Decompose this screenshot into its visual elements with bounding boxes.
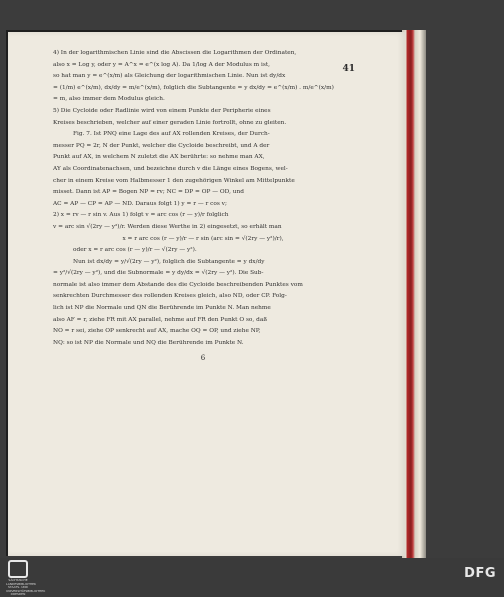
page-number: 41 <box>342 64 355 74</box>
text-line: = m, also immer dem Modulus gleich. <box>53 96 165 103</box>
text-line: Kreises beschrieben, welcher auf einer geraden Linie fortrollt, ohne zu gleiten. <box>53 119 287 126</box>
text-line: AC = AP — CP = AP — ND. Daraus folgt 1) y = r — r cos v; <box>53 200 227 207</box>
text-line: AY als Coordinatenachsen, und bezeichne durch v die Länge eines Bogens, wel- <box>53 165 288 172</box>
equation-line: oder x = r arc cos (r — y)/r — √(2ry — y²). <box>73 247 197 254</box>
footer-bar <box>0 558 504 588</box>
text-line: misset. Dann ist AP = Bogen NP = rv; NC = DP = OP — OD, und <box>53 189 244 196</box>
text-line: 4) In der logarithmischen Linie sind die Abscissen die Logarithmen der Ordinaten, <box>53 50 297 56</box>
text-line: Nun ist dx/dy = y/√(2ry — y²), folglich die Subtangente = y dx/dy <box>73 258 265 265</box>
text-line: = (1/m) e^(x/m), dx/dy = m/e^(x/m), folglich die Subtangente = y dx/dy = e^(x/m) . m/e^(x/m) <box>53 84 334 91</box>
text-line: NQ: so ist NP die Normale und NQ die Berührende im Punkte N. <box>53 339 244 346</box>
text-line: senkrechten Durchmesser des rollenden Kreises gleich, also ND, oder CP. Folg- <box>53 293 287 300</box>
book-edge <box>402 30 426 558</box>
library-logo[interactable] <box>6 560 46 596</box>
page-text <box>53 48 353 365</box>
text-line: messer PQ = 2r, N der Punkt, welcher die Cycloide beschreibt, und A der <box>53 142 270 149</box>
text-line: also AF = r, ziehe FR mit AX parallel, nehme auf FR den Punkt O so, daß <box>53 316 268 323</box>
signature-mark: 6 <box>200 354 206 363</box>
text-line: lich ist NP die Normale und QN die Berührende im Punkte N. Man nehme <box>53 305 271 312</box>
library-logo-caption: SÄCHSISCHE LANDESBIBLIOTHEK STAATS- UND UNIVERSITÄTSBIBLIOTHEK DRESDEN <box>6 578 46 596</box>
library-logo-icon <box>8 560 28 578</box>
equation-line: x = r arc cos (r — y)/r — r sin (arc sin = √(2ry — y²)/r), <box>122 235 284 242</box>
text-line: cher in einem Kreise vom Halbmesser 1 den zugehörigen Winkel am Mittelpunkte <box>53 177 295 184</box>
dfg-logo[interactable]: DFG <box>464 566 496 581</box>
text-line: v = arc sin √(2ry — y²)/r. Werden diese Werthe in 2) eingesetzt, so erhält man <box>53 223 282 230</box>
text-line: NO = r sei, ziehe OP senkrecht auf AX, mache OQ = OP, und ziehe NP, <box>53 328 261 335</box>
text-line: 5) Die Cycloide oder Radlinie wird von einem Punkte der Peripherie eines <box>53 107 271 114</box>
text-line: Punkt auf AX, in welchem N zuletzt die AX berührte: so nehme man AX, <box>53 154 265 161</box>
text-line: = y²/√(2ry — y²), und die Subnormale = y dy/dx = √(2ry — y²). Die Sub- <box>53 270 264 277</box>
text-line: so hat man y = e^(x/m) als Gleichung der logarithmischen Linie. Nun ist dy/dx <box>53 73 286 80</box>
text-line: also x = Log y, oder y = A^x = e^(x log A). Da 1/log A der Modulus m ist, <box>53 61 271 68</box>
text-line: 2) x = rv — r sin v. Aus 1) folgt v = arc cos (r — y)/r folglich <box>53 212 229 219</box>
text-line: Fig. 7. Ist PNQ eine Lage des auf AX rollenden Kreises, der Durch- <box>73 131 270 138</box>
text-line: normale ist also immer dem Abstande des die Cycloide beschreibenden Punktes vom <box>53 281 303 288</box>
